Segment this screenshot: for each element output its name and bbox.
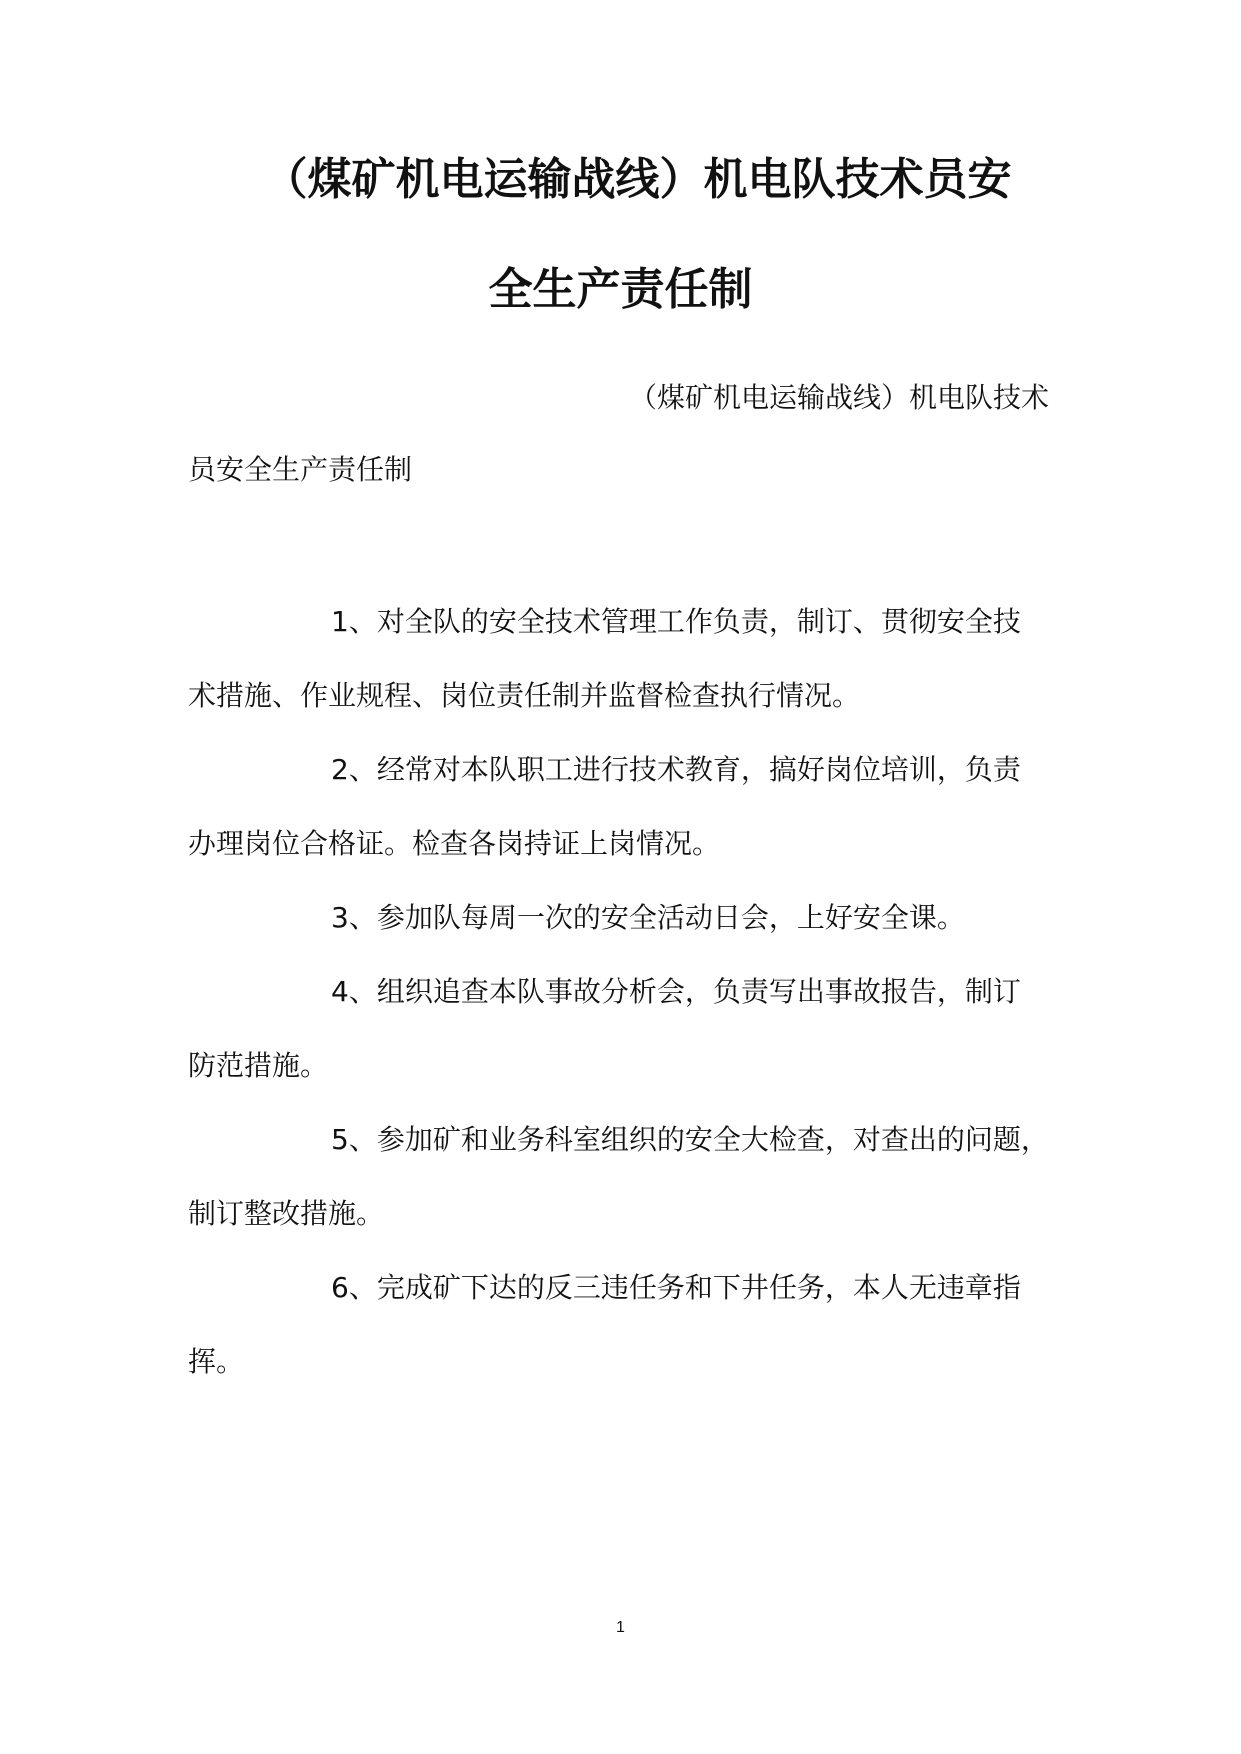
item-6-line-1: 6、完成矿下达的反三违任务和下井任务，本人无违章指 <box>331 1271 1021 1304</box>
subtitle-line-2: 员安全生产责任制 <box>188 453 413 486</box>
item-5-line-1: 5、参加矿和业务科室组织的安全大检查，对查出的问题， <box>331 1123 1049 1156</box>
item-6-line-2: 挥。 <box>188 1345 245 1378</box>
item-1-line-1: 1、对全队的安全技术管理工作负责，制订、贯彻安全技 <box>331 605 1021 638</box>
item-4-line-1: 4、组织追查本队事故分析会，负责写出事故报告，制订 <box>331 975 1021 1008</box>
item-2-line-2: 办理岗位合格证。检查各岗持证上岗情况。 <box>188 827 721 860</box>
item-5-line-2: 制订整改措施。 <box>188 1197 385 1230</box>
item-1-line-2: 术措施、作业规程、岗位责任制并监督检查执行情况。 <box>188 679 861 712</box>
item-4-line-2: 防范措施。 <box>188 1049 329 1082</box>
document-title-line-2: 全生产责任制 <box>488 264 753 315</box>
page-number: 1 <box>616 1619 625 1636</box>
subtitle-line-1: （煤矿机电运输战线）机电队技术 <box>628 381 1049 414</box>
document-title-line-1: （煤矿机电运输战线）机电队技术员安 <box>263 154 1012 205</box>
item-2-line-1: 2、经常对本队职工进行技术教育，搞好岗位培训，负责 <box>331 753 1021 786</box>
item-3-line-1: 3、参加队每周一次的安全活动日会，上好安全课。 <box>331 901 965 934</box>
